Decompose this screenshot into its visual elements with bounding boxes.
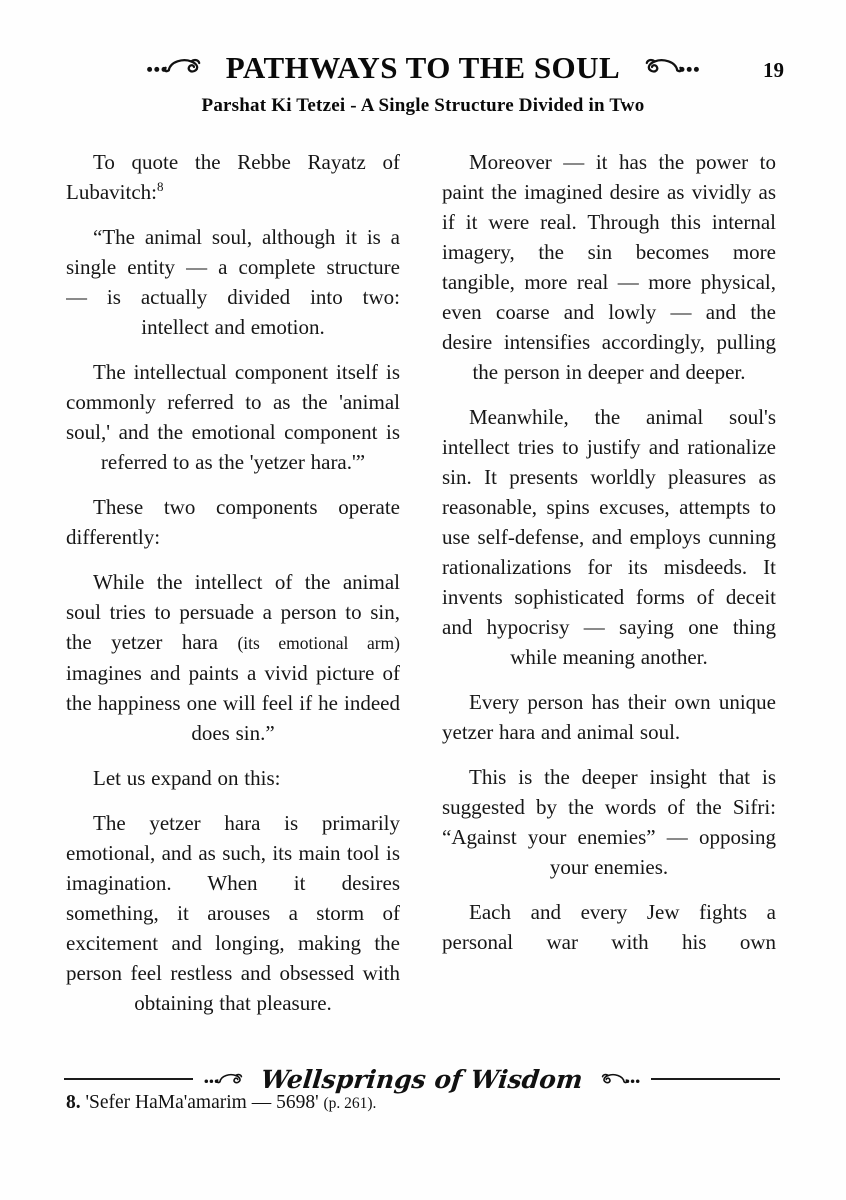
left-column [66,147,400,1055]
paragraph: “The animal soul, although it is a single entity — a complete structure — is actually divided into two: intellect and emotion. [66,225,400,339]
header-flourish-right-icon [628,55,712,79]
paragraph: Let us expand on this: [93,766,281,790]
paragraph: The intellectual component itself is commonly referred to as the 'animal soul,' and the emotional component is referred to as the 'yetzer hara.'” [66,360,400,474]
footer-flourish-right-icon [589,1071,649,1088]
paragraph: Each and every Jew fights a personal war with his own [442,900,776,954]
paragraph: Meanwhile, the animal soul's intellect tries to justify and rationalize sin. It presents worldly pleasures as reasonable, spins excuses, attempts to use self-defense, and employs cunning rationalizations for its misdeeds. It invents sophisticated forms of deceit and hypocrisy — saying one thing while meaning another. [442,405,776,669]
footnote-marker: 8. [66,1092,81,1113]
paragraph-text: To quote the Rebbe Rayatz of Lubavitch: [66,150,400,204]
footnote [66,1092,780,1114]
two-column-text [66,147,780,1055]
title-row [0,46,846,88]
parenthetical-note: (its emotional arm) [237,633,400,653]
paragraph [66,147,400,207]
page-number: 19 [763,58,784,82]
footer-flourish-left-icon [195,1071,255,1088]
paragraph: Moreover — it has the power to paint the imagined desire as vividly as if it were real. Through this internal imagery, the sin becomes more tangible, more real — more physical, even coarse and lowly — and the desire intensifies accordingly, pulling the person in deeper and deeper. [442,150,776,384]
footnote-page-reference: (p. 261). [323,1095,377,1112]
paragraph: The yetzer hara is primarily emotional, and as such, its main tool is imagination. When it desires something, it arouses a storm of excitement and longing, making the person feel restless and obsessed with obtaining that pleasure. [66,811,400,1015]
paragraph-text: imagines and paints a vivid picture of the happiness one will feel if he indeed does sin.” [66,661,400,745]
footnote-reference: 8 [156,179,164,194]
paragraph-text: While the intellect of the animal soul tries to persuade a person to sin, the yetzer hara [66,570,400,654]
paragraph [66,567,400,748]
paragraph: Every person has their own unique yetzer hara and animal soul. [442,690,776,744]
header-flourish-left-icon [134,55,218,79]
footer-ornament-text: Wellsprings of Wisdom [259,1064,585,1094]
footnote-text: 'Sefer HaMa'amarim — 5698' [85,1092,319,1113]
paragraph: These two components operate differently: [66,495,400,549]
footer-rule-left [64,1078,193,1080]
right-column [442,147,776,1055]
page-header [0,0,846,117]
page-subtitle: Parshat Ki Tetzei - A Single Structure Divided in Two [201,95,645,116]
page-title: PATHWAYS TO THE SOUL [225,49,621,85]
paragraph: This is the deeper insight that is suggested by the words of the Sifri: “Against your enemies” — opposing your enemies. [442,765,776,879]
footer-rule-right [651,1078,780,1080]
footer-ornament [64,1063,780,1095]
